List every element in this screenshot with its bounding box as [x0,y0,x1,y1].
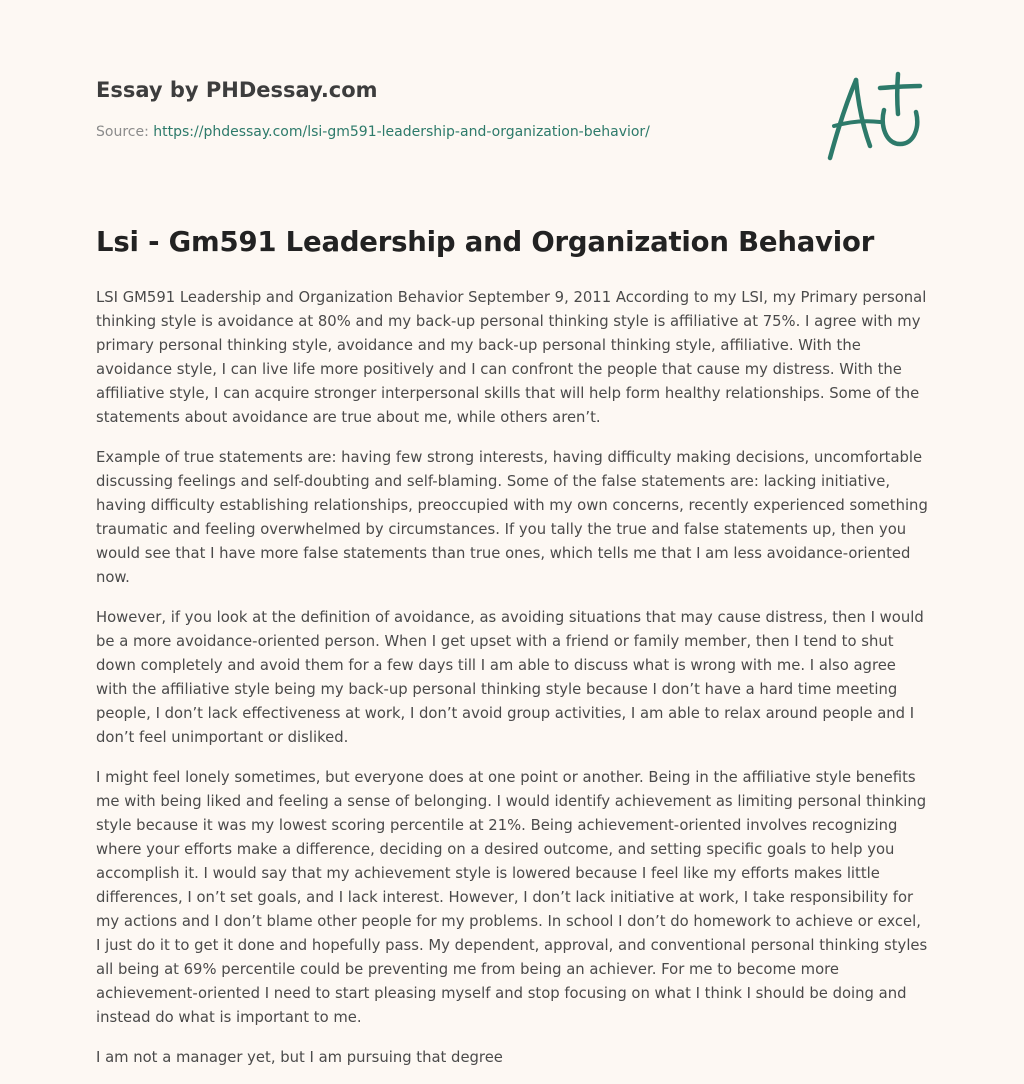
essay-title: Lsi - Gm591 Leadership and Organization Behavior [96,226,875,258]
essay-paragraph: However, if you look at the definition of avoidance, as avoiding situations that may cause distress, then I would be a more avoidance-oriented person. When I get upset with a friend or family member, then I tend to shut down completely and avoid them for a few days till I am able to discuss what is wrong with me. I also agree with the affiliative style being my back-up personal thinking style because I don’t have a hard time meeting people, I don’t lack effectiveness at work, I don’t avoid group activities, I am able to relax around people and I don’t feel unimportant or disliked. [96,609,924,746]
a-plus-logo-icon [818,66,930,166]
essay-paragraph: Example of true statements are: having few strong interests, having difficulty making decisions, uncomfortable discussing feelings and self-doubting and self-blaming. Some of the false statements are: lacking initiative, having difficulty establishing relationships, preoccupied with my own concerns, recently experienced something traumatic and feeling overwhelmed by circumstances. If you tally the true and false statements up, then you would see that I have more false statements than true ones, which tells me that I am less avoidance-oriented now. [96,449,928,586]
source-link[interactable]: https://phdessay.com/lsi-gm591-leadership-and-organization-behavior/ [153,124,650,140]
site-title: Essay by PHDessay.com [96,78,378,102]
page-header [96,76,796,140]
source-line [96,124,650,140]
essay-body [96,286,930,1084]
source-label: Source: [96,124,149,140]
essay-paragraph: I might feel lonely sometimes, but everyone does at one point or another. Being in the affiliative style benefits me with being liked and feeling a sense of belonging. I would identify achievement as limiting personal thinking style because it was my lowest scoring percentile at 21%. Being achievement-oriented involves recognizing where your efforts make a difference, deciding on a desired outcome, and setting specific goals to help you accomplish it. I would say that my achievement style is lowered because I feel like my efforts makes little differences, I on’t set goals, and I lack interest. However, I don’t lack initiative at work, I take responsibility for my actions and I don’t blame other people for my problems. In school I don’t do homework to achieve or excel, I just do it to get it done and hopefully pass. My dependent, approval, and conventional personal thinking styles all being at 69% percentile could be preventing me from being an achiever. For me to become more achievement-oriented I need to start pleasing myself and stop focusing on what I think I should be doing and instead do what is important to me. [96,769,928,1026]
essay-paragraph: I am not a manager yet, but I am pursuing that degree [96,1049,503,1066]
essay-paragraph: LSI GM591 Leadership and Organization Behavior September 9, 2011 According to my LSI, my Primary personal thinking style is avoidance at 80% and my back-up personal thinking style is affiliative at 75%. I agree with my primary personal thinking style, avoidance and my back-up personal thinking style, affiliative. With the avoidance style, I can live life more positively and I can confront the people that cause my distress. With the affiliative style, I can acquire stronger interpersonal skills that will help form healthy relationships. Some of the statements about avoidance are true about me, while others aren’t. [96,289,927,426]
